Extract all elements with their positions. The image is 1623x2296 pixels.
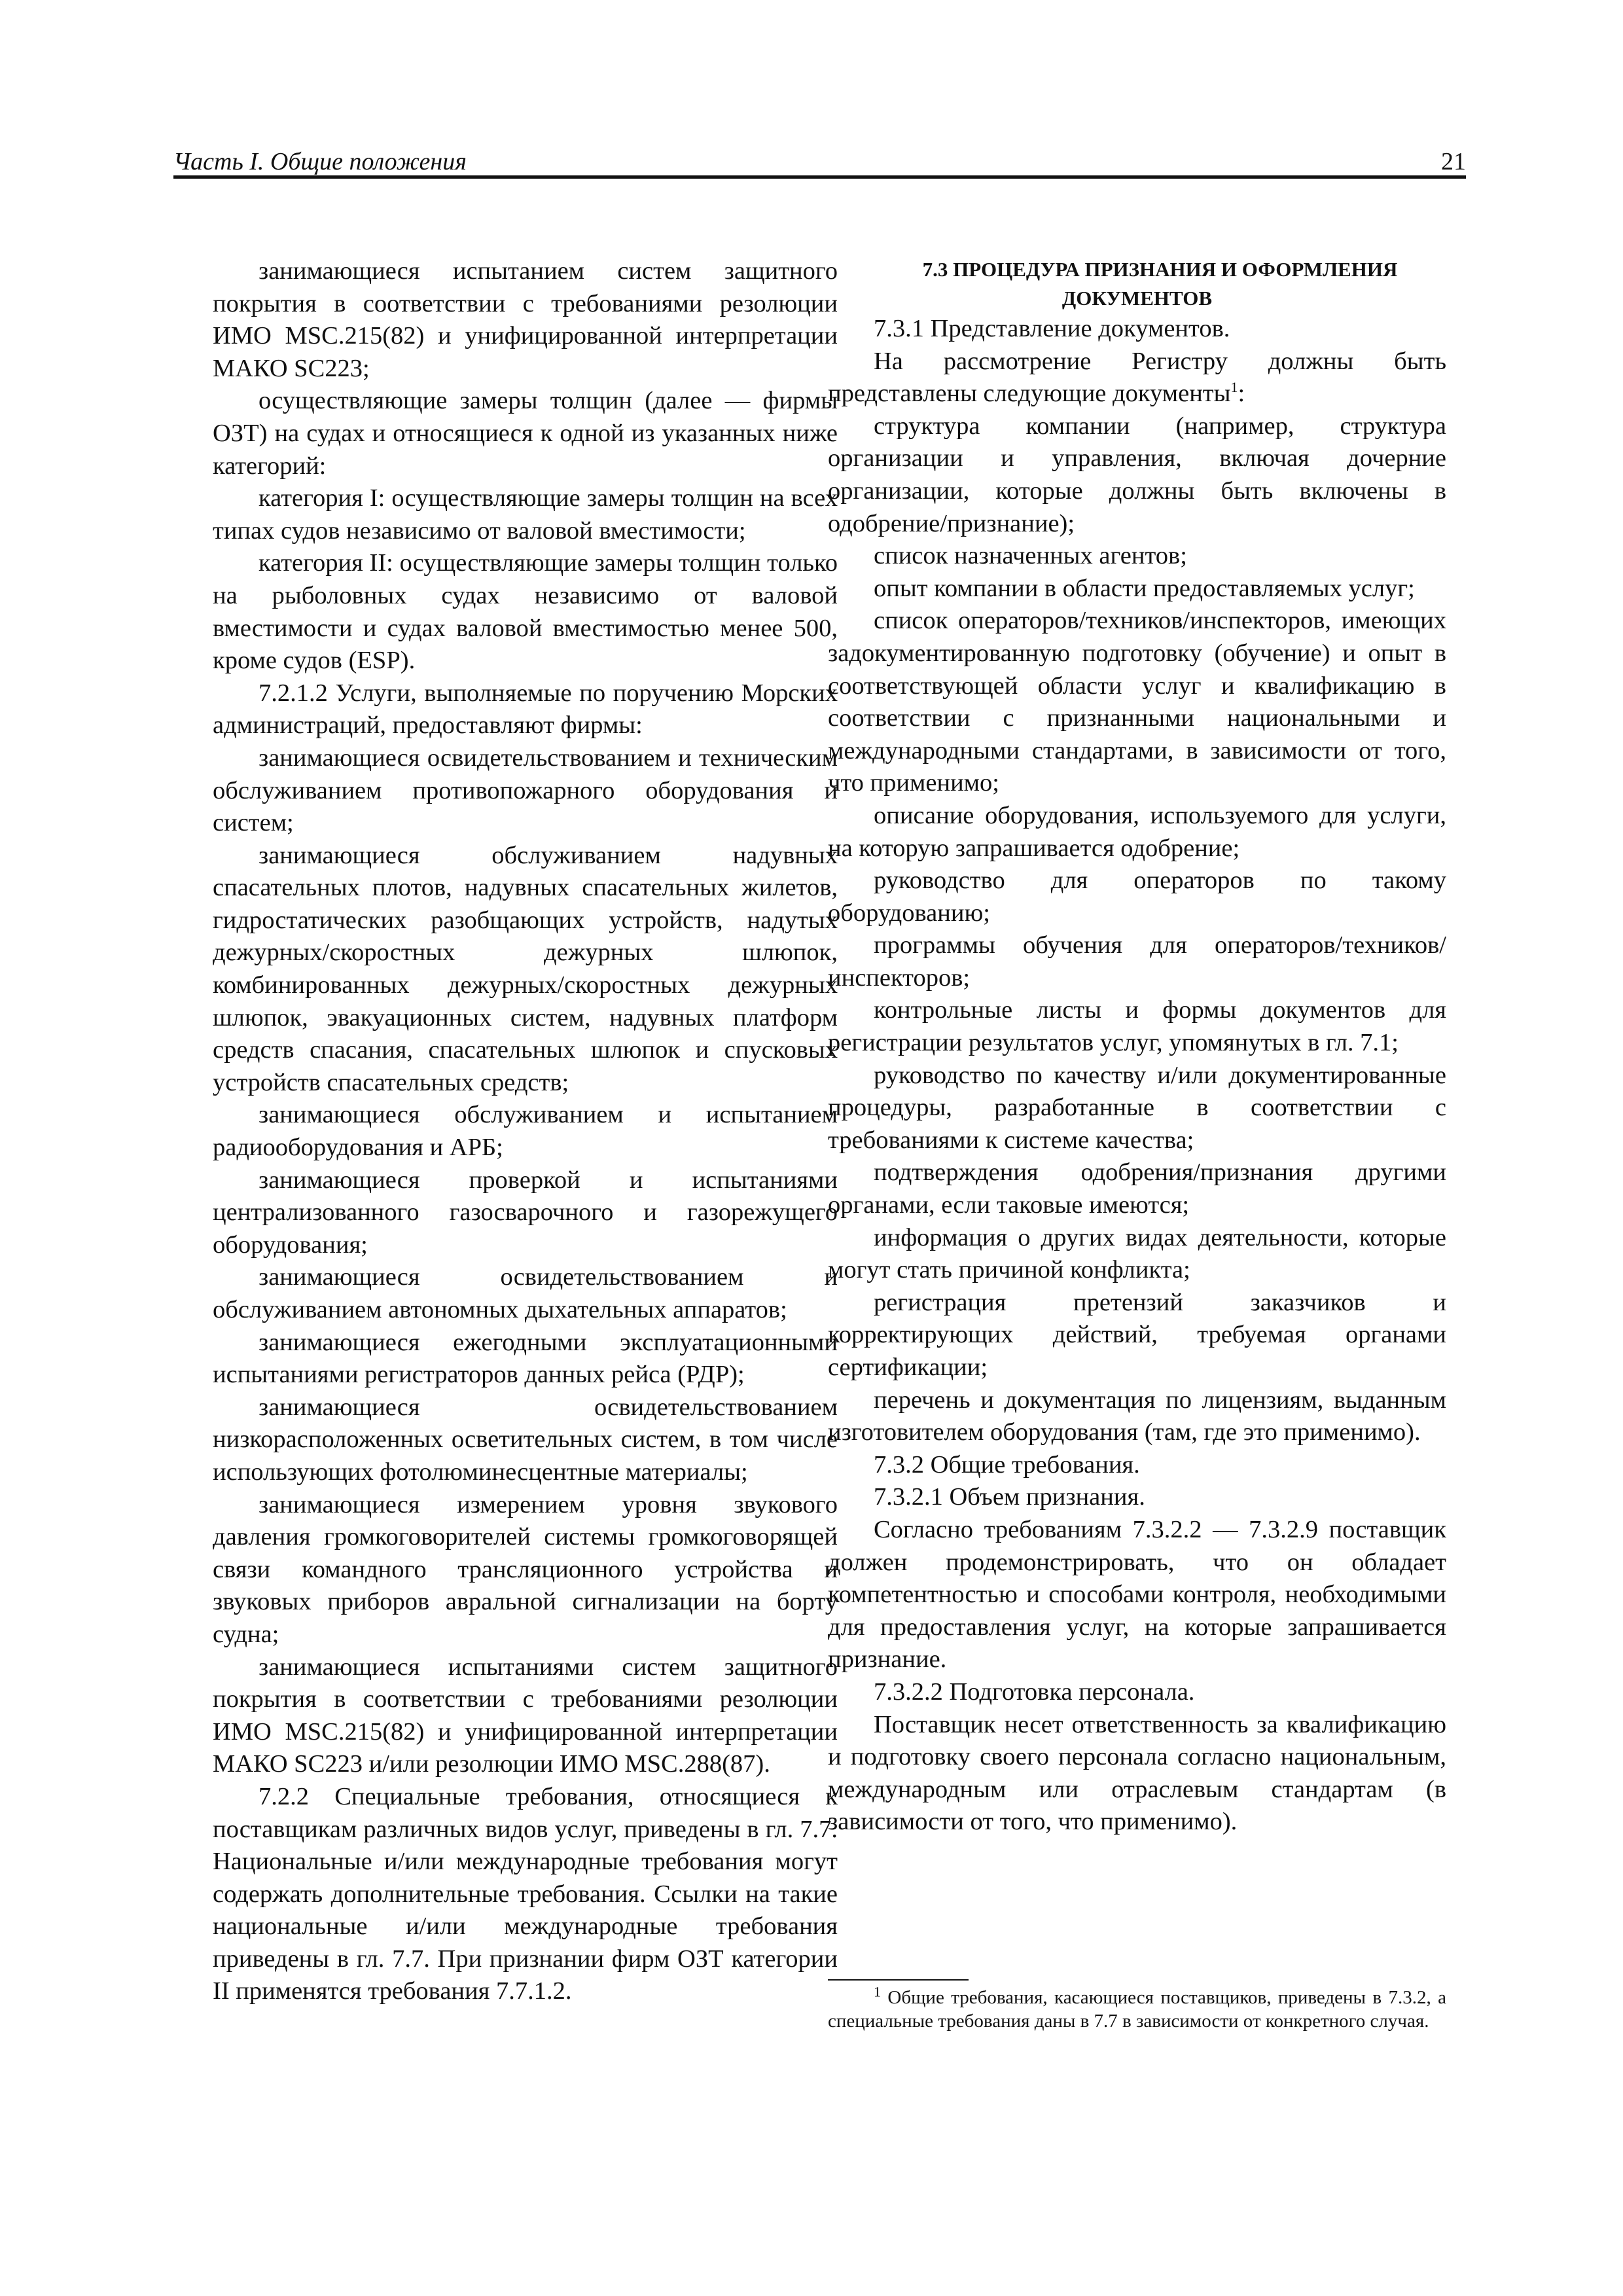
footnote-marker: 1: [874, 1983, 881, 2000]
paragraph: занимающиеся освидетельствованием и обслуживанием автономных дыхательных аппаратов;: [213, 1263, 838, 1323]
list-item: руководство по качеству и/или документированные процедуры, разработанные в соответствии с требованиями к системе качества;: [828, 1061, 1446, 1154]
paragraph: Согласно требованиям 7.3.2.2 — 7.3.2.9 поставщик должен продемонстрировать, что он обладает компетентностью и способами контроля, необходимыми для предоставления услуг, на которые запрашивается признание.: [828, 1515, 1446, 1674]
footnote-rule: [828, 1979, 969, 1981]
subsection-heading: 7.3.2.2 Подготовка персонала.: [874, 1677, 1195, 1706]
list-item: структура компании (например, структура организации и управления, включая дочерние организации, которые должны быть включены в одобрение/признание);: [828, 412, 1446, 537]
footnote: [828, 1983, 1447, 2033]
footnote-marker: 1: [1230, 379, 1238, 396]
list-item: список операторов/техников/инспекторов, имеющих задокументированную подготовку (обучение) и опыт в соответствующей области услуг и квалификацию в соответствии с признанными национальными и международными стандартами, в зависимости от того, что применимо;: [828, 607, 1446, 797]
running-title: Часть I. Общие положения: [173, 148, 467, 175]
paragraph: занимающиеся испытаниями систем защитного покрытия в соответствии с требованиями резолюции ИМО MSC.215(82) и унифицированной интерпретации МАКО SC223 и/или резолюции ИМО MSC.288(87).: [213, 1653, 838, 1778]
paragraph: категория II: осуществляющие замеры толщин только на рыболовных судах независимо от валовой вместимости и судах валовой вместимостью менее 500, кроме судов (ESP).: [213, 549, 838, 675]
paragraph: занимающиеся освидетельствованием низкорасположенных осветительных систем, в том числе использующих фотолюминесцентные материалы;: [213, 1393, 838, 1486]
paragraph: занимающиеся ежегодными эксплуатационными испытаниями регистраторов данных рейса (РДР);: [213, 1328, 838, 1389]
left-column: [213, 255, 838, 2008]
subsection-heading: 7.3.2 Общие требования.: [874, 1450, 1140, 1479]
list-item: опыт компании в области предоставляемых услуг;: [874, 574, 1415, 602]
subsection-heading: 7.3.2.1 Объем признания.: [874, 1483, 1145, 1511]
paragraph: занимающиеся испытанием систем защитного покрытия в соответствии с требованиями резолюции ИМО MSC.215(82) и унифицированной интерпретации МАКО SC223;: [213, 257, 838, 382]
paragraph: занимающиеся проверкой и испытаниями централизованного газосварочного и газорежущего оборудования;: [213, 1166, 838, 1259]
right-column: [828, 255, 1446, 1839]
list-item: список назначенных агентов;: [874, 542, 1187, 570]
intro-end: :: [1238, 380, 1245, 408]
paragraph: занимающиеся измерением уровня звукового давления громкоговорителей системы громкоговорящей связи командного трансляционного устройства и звуковых приборов авральной сигнализации на борту судна;: [213, 1490, 838, 1648]
intro-text: На рассмотрение Регистру должны быть представлены следующие документы: [828, 347, 1446, 408]
list-item: контрольные листы и формы документов для регистрации результатов услуг, упомянутых в гл. 7.1;: [828, 996, 1446, 1057]
list-item: описание оборудования, используемого для услуги, на которую запрашивается одобрение;: [828, 801, 1446, 862]
paragraph: Поставщик несет ответственность за квалификацию и подготовку своего персонала согласно национальным, международным или отраслевым стандартам (в зависимости от того, что применимо).: [828, 1710, 1446, 1836]
subsection-heading: 7.3.1 Представление документов.: [874, 315, 1230, 342]
page-number: 21: [1441, 148, 1466, 175]
section-title: 7.3 ПРОЦЕДУРА ПРИЗНАНИЯ И ОФОРМЛЕНИЯ ДОКУМЕНТОВ: [922, 258, 1398, 310]
list-item: перечень и документация по лицензиям, выданным изготовителем оборудования (там, где это применимо).: [828, 1386, 1446, 1446]
header-rule: [173, 175, 1466, 179]
footnote-text: Общие требования, касающиеся поставщиков, приведены в 7.3.2, а специальные требования даны в 7.7 в зависимости от конкретного случая.: [828, 1987, 1447, 2032]
list-item: программы обучения для операторов/техников/инспекторов;: [828, 931, 1446, 992]
list-item: регистрация претензий заказчиков и корректирующих действий, требуемая органами сертификации;: [828, 1288, 1446, 1381]
paragraph: занимающиеся обслуживанием и испытанием радиооборудования и АРБ;: [213, 1101, 838, 1162]
paragraph: [828, 346, 1446, 410]
paragraph: занимающиеся обслуживанием надувных спасательных плотов, надувных спасательных жилетов, гидростатических разобщающих устройств, надутых дежурных/скоростных дежурных шлюпок, комбинированных дежурных/скоростных дежурных шлюпок, эвакуационных систем, надувных платформ средств спасания, спасательных шлюпок и спусковых устройств спасательных средств;: [213, 841, 838, 1096]
list-item: руководство для операторов по такому оборудованию;: [828, 867, 1446, 927]
paragraph: категория I: осуществляющие замеры толщин на всех типах судов независимо от валовой вместимости;: [213, 484, 838, 545]
paragraph: занимающиеся освидетельствованием и техническим обслуживанием противопожарного оборудования и систем;: [213, 744, 838, 837]
paragraph: осуществляющие замеры толщин (далее — фирмы ОЗТ) на судах и относящиеся к одной из указанных ниже категорий:: [213, 387, 838, 480]
list-item: информация о других видах деятельности, которые могут стать причиной конфликта;: [828, 1223, 1446, 1284]
paragraph: 7.2.2 Специальные требования, относящиеся к поставщикам различных видов услуг, приведены в гл. 7.7. Национальные и/или международные требования могут содержать дополнительные требования. Ссылки на такие национальные и/или международные требования приведены в гл. 7.7. При признании фирм ОЗТ категории II применятся требования 7.7.1.2.: [213, 1782, 838, 2005]
list-item: подтверждения одобрения/признания другими органами, если таковые имеются;: [828, 1158, 1446, 1219]
paragraph: 7.2.1.2 Услуги, выполняемые по поручению Морских администраций, предоставляют фирмы:: [213, 679, 838, 740]
